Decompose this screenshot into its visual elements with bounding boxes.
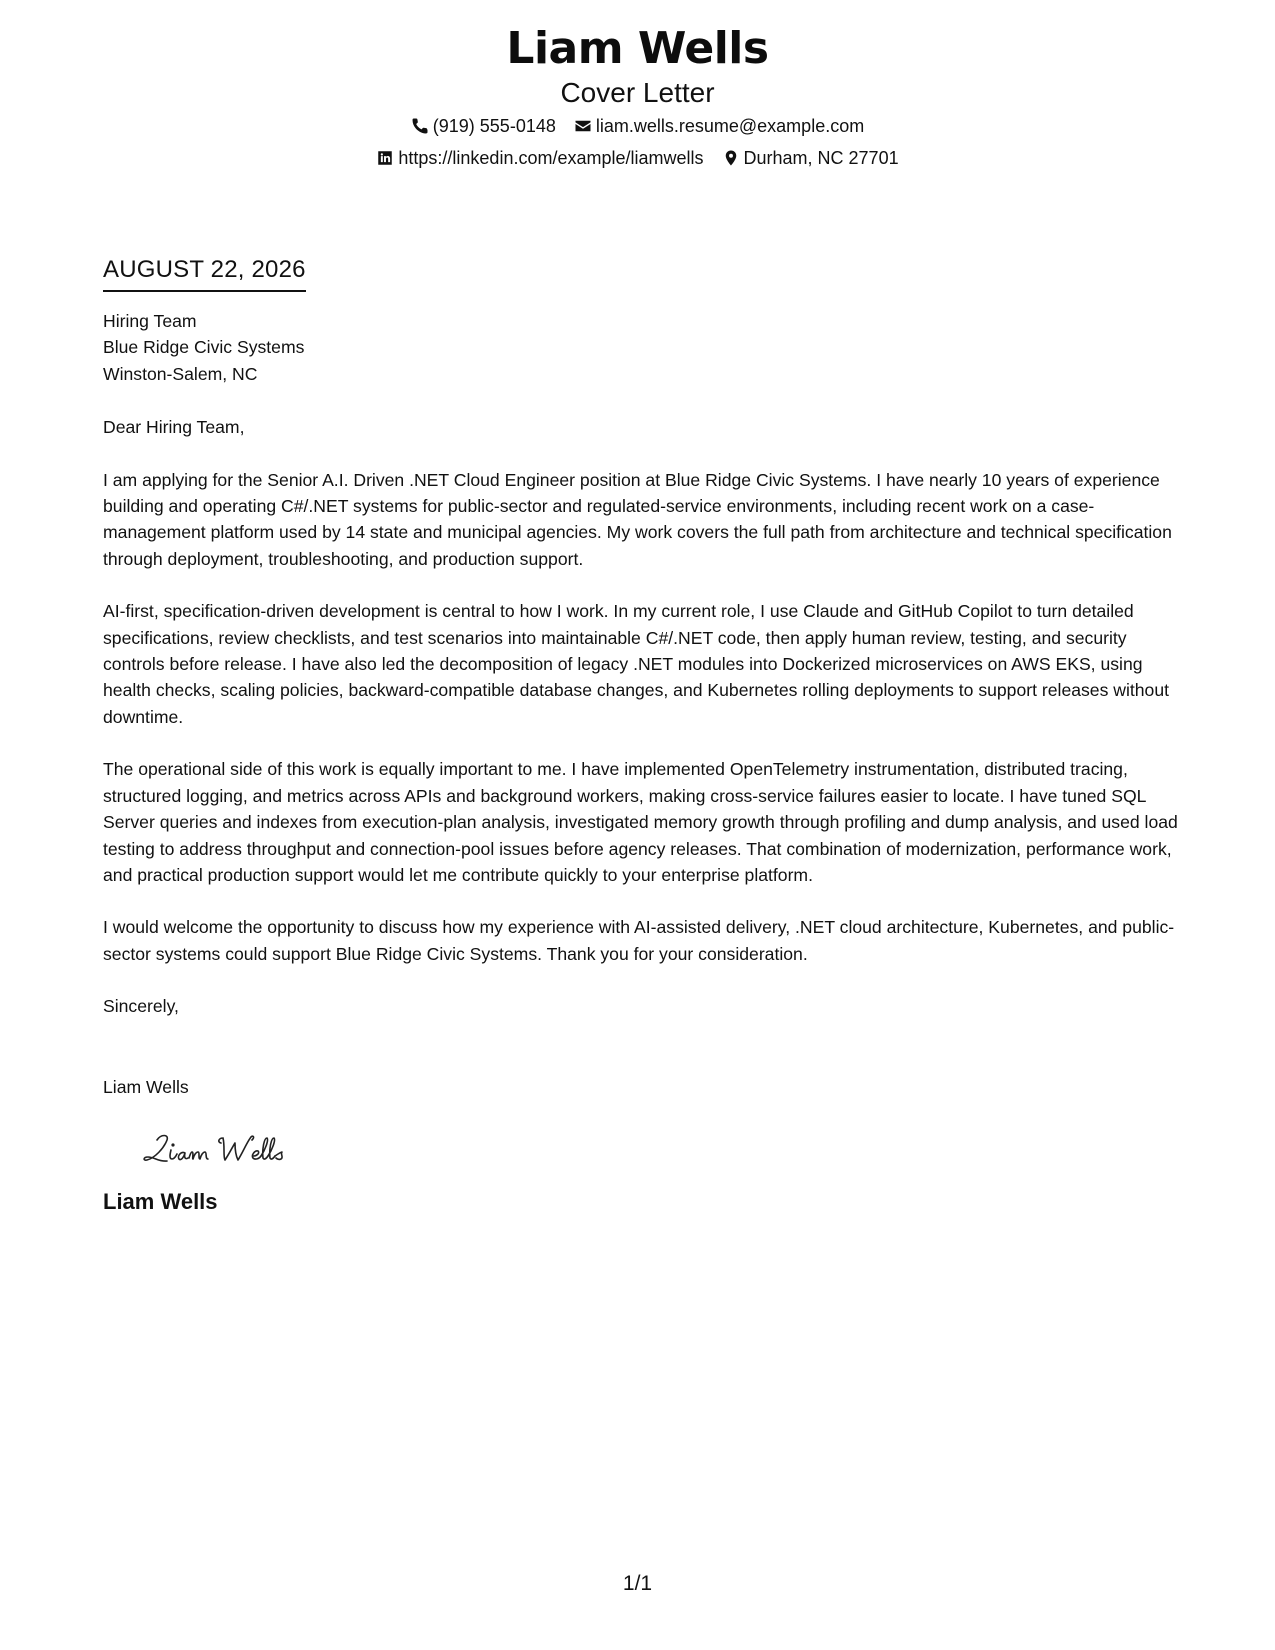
linkedin-url[interactable]: https://linkedin.com/example/liamwells	[398, 148, 704, 168]
recipient-block	[103, 308, 1178, 387]
page-number: 1/1	[622, 1572, 653, 1595]
body-paragraph: I am applying for the Senior A.I. Driven .NET Cloud Engineer position at Blue Ridge Civic Systems. I have nearly 10 years of experience building and operating C#/.NET systems for public-sector and regulated-service environments, including recent work on a case-management platform used by 14 state and municipal agencies. My work covers the full path from architecture and technical specification through deployment, troubleshooting, and production support.	[103, 469, 1172, 569]
phone-contact	[411, 110, 556, 142]
applicant-name: Liam Wells	[506, 23, 769, 74]
email-address[interactable]: liam.wells.resume@example.com	[595, 116, 865, 136]
contact-row-1	[0, 110, 1275, 142]
signature-name: Liam Wells	[103, 1188, 218, 1214]
salutation: Dear Hiring Team,	[103, 417, 245, 438]
recipient-company: Blue Ridge Civic Systems	[103, 337, 305, 358]
phone-icon	[411, 117, 429, 135]
closing: Sincerely,	[103, 996, 179, 1017]
recipient-line: Hiring Team	[103, 311, 197, 331]
map-pin-icon	[722, 149, 740, 167]
linkedin-icon	[376, 149, 394, 167]
phone-number: (919) 555-0148	[432, 116, 556, 136]
body-paragraph: The operational side of this work is equally important to me. I have implemented OpenTelemetry instrumentation, distributed tracing, structured logging, and metrics across APIs and background workers, making cross-service failures easier to locate. I have tuned SQL Server queries and indexes from execution-plan analysis, investigated memory growth through profiling and dump analysis, and used load testing to address throughput and connection-pool issues before agency releases. That combination of modernization, performance work, and practical production support would let me contribute quickly to your enterprise platform.	[103, 759, 1178, 885]
handwritten-signature	[139, 1126, 329, 1170]
envelope-icon	[574, 117, 592, 135]
signature-image	[139, 1126, 329, 1170]
body-paragraph: I would welcome the opportunity to discuss how my experience with AI-assisted delivery, .NET cloud architecture, Kubernetes, and public-sector systems could support Blue Ridge Civic Systems. Thank you for your consideration.	[103, 917, 1175, 964]
body-paragraph: AI-first, specification-driven development is central to how I work. In my current role, I use Claude and GitHub Copilot to turn detailed specifications, review checklists, and test scenarios into maintainable C#/.NET code, then apply human review, testing, and security controls before release. I have also led the decomposition of legacy .NET modules into Dockerized microservices on AWS EKS, using health checks, scaling policies, backward-compatible database changes, and Kubernetes rolling deployments to support releases without downtime.	[103, 601, 1170, 727]
location-contact	[722, 142, 899, 174]
location-text: Durham, NC 27701	[743, 148, 899, 168]
contact-row-2	[0, 142, 1275, 174]
letter-date: AUGUST 22, 2026	[103, 252, 306, 292]
recipient-location: Winston-Salem, NC	[103, 363, 258, 384]
email-contact	[574, 110, 864, 142]
linkedin-contact	[376, 142, 703, 174]
letter-header	[0, 22, 1275, 174]
document-subtitle: Cover Letter	[560, 77, 715, 108]
closing-name: Liam Wells	[103, 1076, 189, 1097]
letter-body	[103, 252, 1178, 1216]
